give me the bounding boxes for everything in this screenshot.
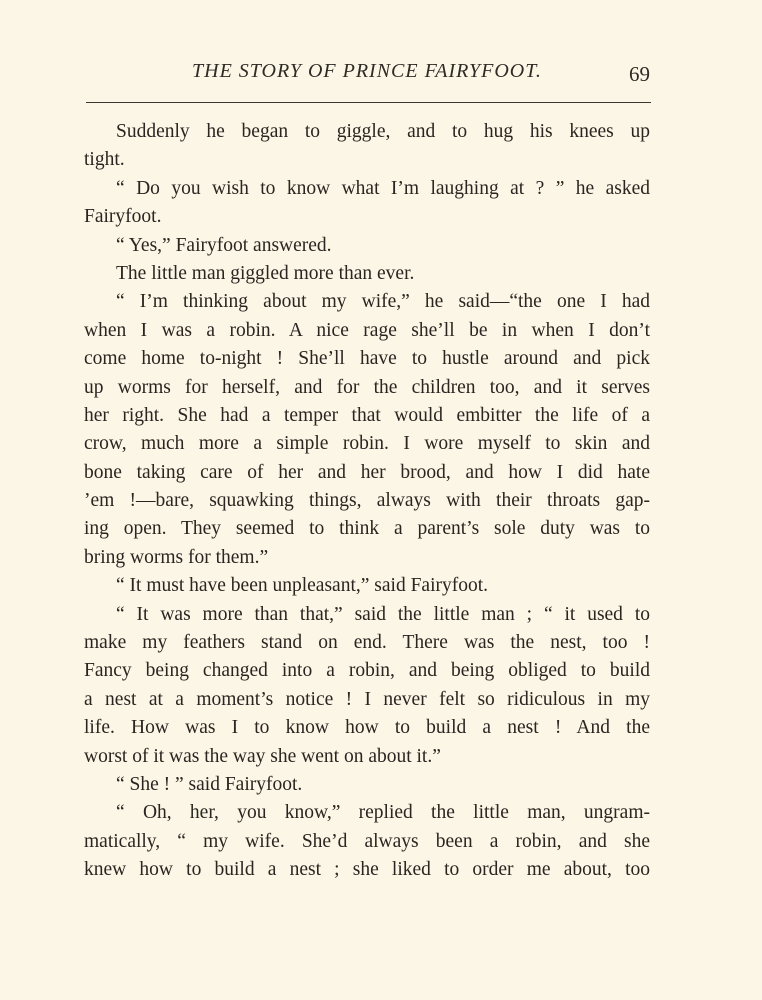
text-line: Suddenly he began to giggle, and to hug his knees up [116,121,650,142]
text-line: “ Yes,” Fairyfoot answered. [116,234,332,256]
text-line: Fairyfoot. [84,206,162,228]
text-line: The little man giggled more than ever. [116,262,415,284]
text-line: a nest at a moment’s notice ! I never felt so ridiculous in my [84,688,650,710]
text-line: knew how to build a nest ; she liked to order me about, too [84,859,650,881]
text-line: tight. [84,149,125,171]
text-line: “ Do you wish to know what I’m laughing at ? ” he asked [116,177,650,199]
running-head-title: THE STORY OF PRINCE FAIRYFOOT. [192,60,542,82]
text-line: “ Oh, her, you know,” replied the little man, ungram- [116,802,650,824]
text-line: matically, “ my wife. She’d always been a robin, and she [84,830,650,852]
text-line: when I was a robin. A nice rage she’ll be in when I don’t [84,319,650,341]
text-line: “ I’m thinking about my wife,” he said—“the one I had [116,291,650,313]
body-text [84,118,650,885]
text-line: her right. She had a temper that would embitter the life of a [84,404,650,426]
text-line: “ It was more than that,” said the little man ; “ it used to [116,603,650,625]
text-line: life. How was I to know how to build a nest ! And the [84,717,650,739]
text-line: ing open. They seemed to think a parent’s sole duty was to [84,518,650,540]
text-line: “ It must have been unpleasant,” said Fairyfoot. [116,575,489,597]
text-line: worst of it was the way she went on about it.” [84,745,441,767]
text-line: Fancy being changed into a robin, and being obliged to build [84,660,650,682]
text-line: crow, much more a simple robin. I wore myself to skin and [84,433,650,455]
header-rule [86,102,651,103]
page-number: 69 [629,62,650,86]
text-line: “ She ! ” said Fairyfoot. [116,773,303,795]
text-line: bone taking care of her and her brood, and how I did hate [84,461,650,483]
text-line: ’em !—bare, squawking things, always with their throats gap- [84,490,650,512]
text-line: bring worms for them.” [84,546,269,568]
text-line: up worms for herself, and for the children too, and it serves [84,376,650,398]
text-line: come home to-night ! She’ll have to hustle around and pick [84,348,650,370]
running-head [87,60,650,90]
text-line: make my feathers stand on end. There was the nest, too ! [84,632,650,654]
